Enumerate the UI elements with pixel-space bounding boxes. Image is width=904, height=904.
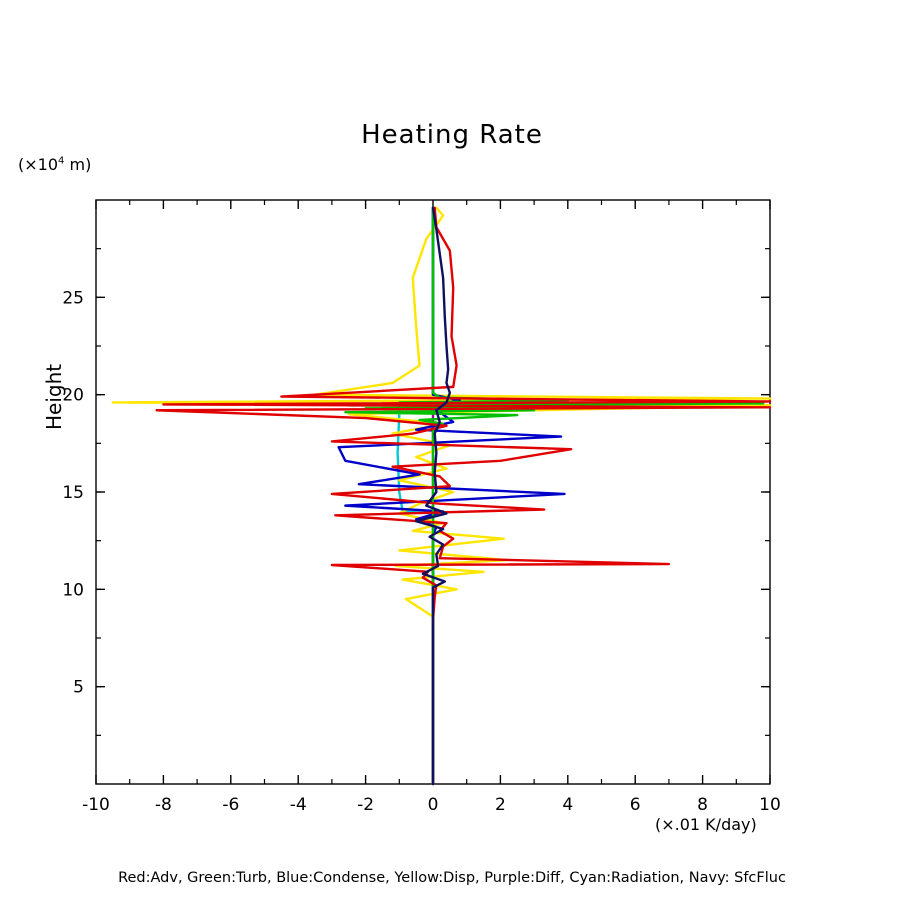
x-tick-label: 8 [697,795,709,815]
y-axis-label: Height [42,363,66,430]
x-tick-label: 4 [562,795,574,815]
y-axis-unit-prefix: (×10 [18,155,59,174]
series-line-radiation [398,208,433,784]
y-tick-label: 15 [62,483,84,503]
x-tick-label: -2 [357,795,375,815]
y-tick-label: 25 [62,288,84,309]
y-tick-label: 20 [62,385,84,406]
page-title: Heating Rate [361,120,543,150]
series-line-adv [157,208,770,784]
series-line-condense [339,208,565,784]
series-line-turb [345,208,763,784]
legend-text: Red:Adv, Green:Turb, Blue:Condense, Yellow:Disp, Purple:Diff, Cyan:Radiation, Navy: SfcFluc [118,870,786,886]
x-tick-label: -6 [222,795,240,815]
x-tick-label: 0 [427,795,439,815]
y-tick-label: 5 [73,677,84,698]
y-axis-unit-exponent: 4 [58,155,65,167]
x-tick-label: -8 [154,795,172,815]
x-tick-label: 10 [759,795,781,815]
x-tick-label: -4 [289,795,307,815]
x-tick-label: 6 [629,795,641,815]
x-tick-label: -10 [82,795,110,815]
y-tick-label: 10 [62,580,84,601]
x-axis-unit-label: (×.01 K/day) [655,815,757,834]
y-axis-unit-suffix: m) [64,155,92,174]
series-line-disp [113,208,770,784]
x-tick-label: 2 [494,795,506,815]
